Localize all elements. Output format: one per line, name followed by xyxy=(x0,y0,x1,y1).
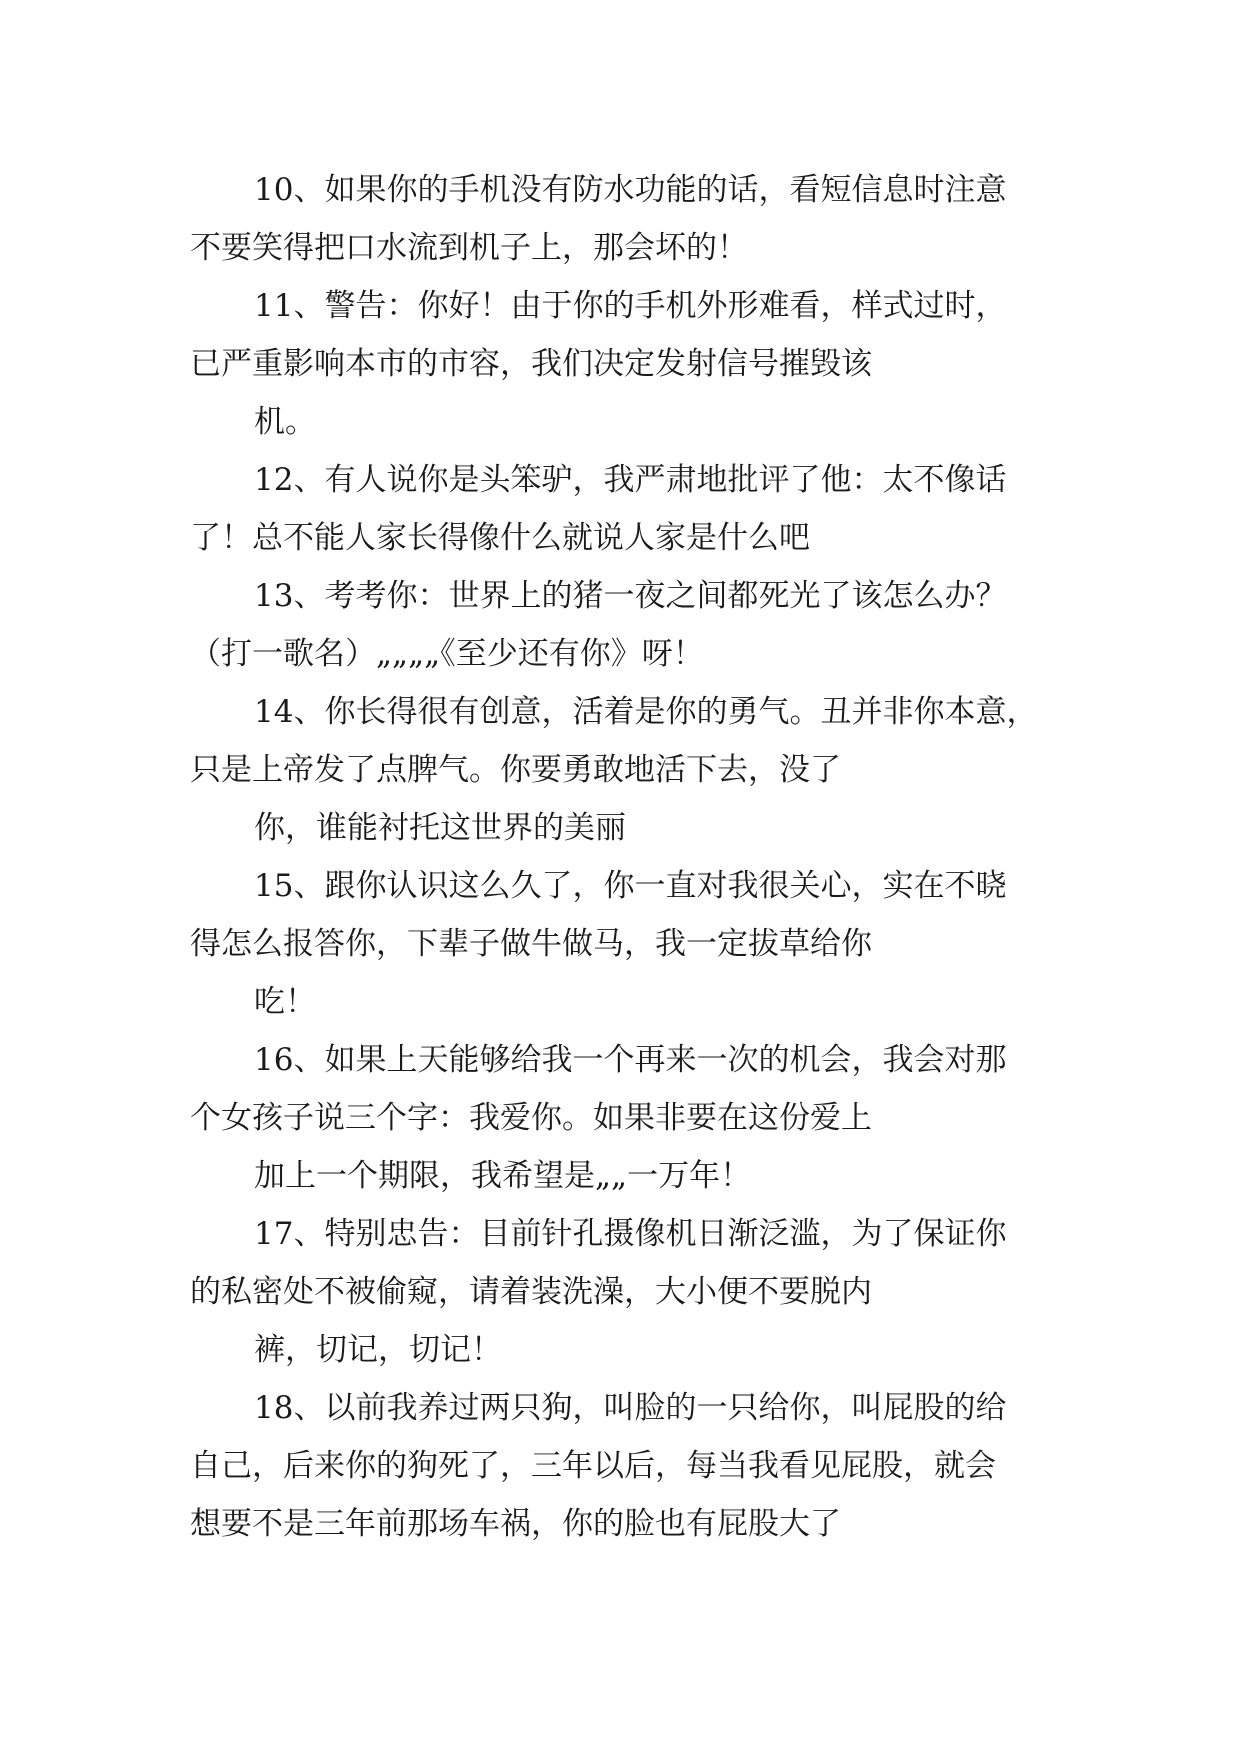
text-line: 10、如果你的手机没有防水功能的话，看短信息时注意 xyxy=(254,172,1007,208)
text-line: 得怎么报答你，下辈子做牛做马，我一定拔草给你 xyxy=(190,926,872,962)
text-line: 你，谁能衬托这世界的美丽 xyxy=(254,810,626,846)
text-line: 加上一个期限，我希望是„„一万年！ xyxy=(254,1158,752,1194)
text-line: 18、以前我养过两只狗，叫脸的一只给你，叫屁股的给 xyxy=(254,1390,1007,1426)
text-line: 自己，后来你的狗死了，三年以后，每当我看见屁股，就会 xyxy=(190,1448,996,1484)
text-line: 17、特别忠告：目前针孔摄像机日渐泛滥，为了保证你 xyxy=(254,1216,1007,1252)
text-line: 吃！ xyxy=(254,984,316,1020)
text-line: 13、考考你：世界上的猪一夜之间都死光了该怎么办？ xyxy=(254,578,1007,614)
text-line: 的私密处不被偷窥，请着装洗澡，大小便不要脱内 xyxy=(190,1274,872,1310)
body-text xyxy=(190,161,1070,1553)
text-line: 15、跟你认识这么久了，你一直对我很关心，实在不晓 xyxy=(254,868,1007,904)
text-line: 不要笑得把口水流到机子上，那会坏的！ xyxy=(190,230,748,266)
text-line: 机。 xyxy=(254,404,316,440)
text-line: 已严重影响本市的市容，我们决定发射信号摧毁该 xyxy=(190,346,872,382)
text-line: 了！总不能人家长得像什么就说人家是什么吧 xyxy=(190,520,810,556)
text-line: 14、你长得很有创意，活着是你的勇气。丑并非你本意， xyxy=(254,694,1038,730)
text-line: 16、如果上天能够给我一个再来一次的机会，我会对那 xyxy=(254,1042,1007,1078)
text-line: （打一歌名）„„„„《至少还有你》呀！ xyxy=(190,636,704,672)
text-line: 12、有人说你是头笨驴，我严肃地批评了他：太不像话 xyxy=(254,462,1007,498)
text-line: 裤，切记，切记！ xyxy=(254,1332,502,1368)
text-line: 想要不是三年前那场车祸，你的脸也有屁股大了 xyxy=(190,1506,841,1542)
text-line: 11、警告：你好！由于你的手机外形难看，样式过时， xyxy=(254,288,1007,324)
text-line: 只是上帝发了点脾气。你要勇敢地活下去，没了 xyxy=(190,752,841,788)
text-line: 个女孩子说三个字：我爱你。如果非要在这份爱上 xyxy=(190,1100,872,1136)
